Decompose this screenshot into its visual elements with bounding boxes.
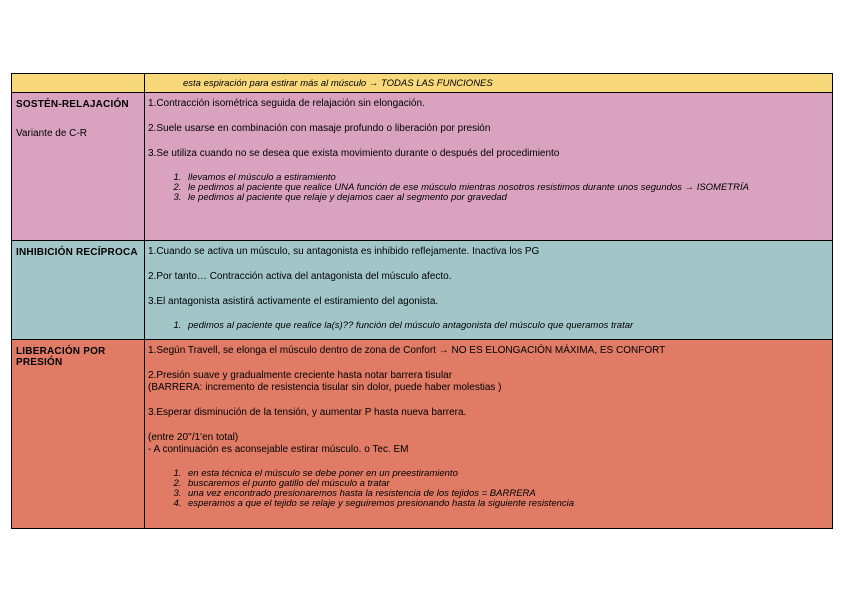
row-title: INHIBICIÓN RECÍPROCA bbox=[16, 247, 138, 258]
row-subtitle: Variante de C-R bbox=[16, 128, 87, 139]
row-content-cell bbox=[145, 241, 833, 340]
paragraph: (entre 20''/1'en total) bbox=[148, 432, 239, 443]
paragraph: 2.Suele usarse en combinación con masaje profundo o liberación por presión bbox=[148, 123, 491, 134]
header-right-cell bbox=[145, 74, 833, 93]
paragraph: 3.Se utiliza cuando no se desea que exista movimiento durante o después del procedimiento bbox=[148, 148, 560, 159]
header-row bbox=[12, 74, 833, 93]
row-label-cell bbox=[12, 241, 145, 340]
paragraph: (BARRERA: incremento de resistencia tisular sin dolor, puede haber molestias ) bbox=[148, 382, 502, 393]
header-text: esta espiración para estirar más al músculo → TODAS LAS FUNCIONES bbox=[183, 78, 493, 89]
list-item: 3. una vez encontrado presionaremos hasta la resistencia de los tejidos = BARRERA bbox=[184, 489, 829, 499]
row-content-cell bbox=[145, 93, 833, 241]
list-item: 1. llevamos el músculo a estiramiento bbox=[184, 173, 829, 183]
row-title: SOSTÉN-RELAJACIÓN bbox=[16, 99, 129, 110]
row-liberacion-por-presion bbox=[12, 340, 833, 529]
paragraph: 3.Esperar disminución de la tensión, y aumentar P hasta nueva barrera. bbox=[148, 407, 467, 418]
paragraph: 2.Por tanto… Contracción activa del antagonista del músculo afecto. bbox=[148, 271, 452, 282]
list-item: 2. le pedimos al paciente que realice UNA función de ese músculo mientras nosotros resistimos durante unos segundos → ISOMETRÍA bbox=[184, 183, 829, 193]
numbered-list bbox=[148, 173, 829, 203]
paragraph: 1.Según Travell, se elonga el músculo dentro de zona de Confort → NO ES ELONGACIÓN MÁXIMA, ES CONFORT bbox=[148, 345, 666, 356]
row-label-cell bbox=[12, 93, 145, 241]
list-item: 1. en esta técnica el músculo se debe poner en un preestiramiento bbox=[184, 469, 829, 479]
list-item: 3. le pedimos al paciente que relaje y dejamos caer al segmento por gravedad bbox=[184, 193, 829, 203]
paragraph: 3.El antagonista asistirá activamente el estiramiento del agonista. bbox=[148, 296, 439, 307]
paragraph: 1.Cuando se activa un músculo, su antagonista es inhibido reflejamente. Inactiva los PG bbox=[148, 246, 540, 257]
paragraph: - A continuación es aconsejable estirar músculo. o Tec. EM bbox=[148, 444, 409, 455]
numbered-list bbox=[148, 469, 829, 509]
paragraph: 1.Contracción isométrica seguida de relajación sin elongación. bbox=[148, 98, 425, 109]
list-item: 1. pedimos al paciente que realice la(s)?? función del músculo antagonista del músculo que queramos tratar bbox=[184, 321, 829, 331]
notes-table bbox=[11, 73, 833, 529]
row-title: LIBERACIÓN POR PRESIÓN bbox=[16, 346, 106, 368]
row-content-cell bbox=[145, 340, 833, 529]
row-inhibicion-reciproca bbox=[12, 241, 833, 340]
numbered-list bbox=[148, 321, 829, 331]
header-left-cell bbox=[12, 74, 145, 93]
list-item: 2. buscaremos el punto gatillo del músculo a tratar bbox=[184, 479, 829, 489]
paragraph: 2.Presión suave y gradualmente creciente hasta notar barrera tisular bbox=[148, 370, 453, 381]
list-item: 4. esperamos a que el tejido se relaje y seguiremos presionando hasta la siguiente resistencia bbox=[184, 499, 829, 509]
row-sosten-relajacion bbox=[12, 93, 833, 241]
row-label-cell bbox=[12, 340, 145, 529]
